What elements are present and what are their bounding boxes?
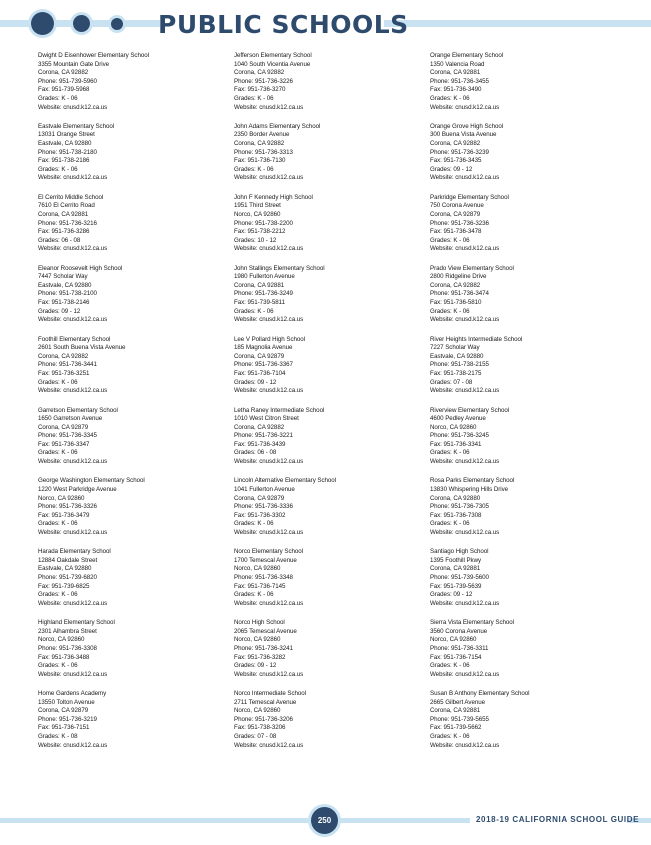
school-website: Website: cnusd.k12.ca.us	[38, 458, 108, 466]
school-phone: Phone: 951-736-3474	[430, 290, 489, 298]
school-fax: Fax: 951-739-5639	[430, 582, 482, 590]
school-phone: Phone: 951-738-2155	[430, 361, 489, 369]
school-phone: Phone: 951-739-5600	[430, 574, 489, 582]
school-website: Website: cnusd.k12.ca.us	[38, 103, 108, 111]
school-website: Website: cnusd.k12.ca.us	[234, 670, 304, 678]
guide-title: 2018-19 CALIFORNIA SCHOOL GUIDE	[476, 815, 640, 824]
school-fax: Fax: 951-738-2212	[234, 228, 286, 236]
school-address: 3560 Corona Avenue	[430, 627, 488, 635]
school-city: Norco, CA 92860	[234, 565, 281, 573]
school-phone: Phone: 951-738-2200	[234, 219, 293, 227]
school-address: 1951 Third Street	[234, 202, 281, 210]
school-city: Corona, CA 92881	[38, 210, 89, 218]
school-website: Website: cnusd.k12.ca.us	[234, 741, 304, 749]
school-grades: Grades: 09 - 12	[430, 591, 473, 599]
school-entry	[430, 477, 620, 537]
school-entry	[38, 477, 228, 537]
school-entry	[234, 548, 424, 608]
school-address: 1040 South Vicentia Avenue	[234, 60, 311, 68]
school-phone: Phone: 951-736-3245	[430, 432, 489, 440]
school-address: 2665 Gilbert Avenue	[430, 698, 486, 706]
school-website: Website: cnusd.k12.ca.us	[430, 599, 500, 607]
school-fax: Fax: 951-736-5810	[430, 299, 482, 307]
school-city: Corona, CA 92879	[234, 352, 285, 360]
school-name: John Adams Elementary School	[234, 122, 321, 130]
school-city: Corona, CA 92882	[430, 281, 481, 289]
school-fax: Fax: 951-736-3490	[430, 86, 482, 94]
school-fax: Fax: 951-736-7151	[38, 724, 90, 732]
school-address: 2301 Alhambra Street	[38, 627, 97, 635]
school-fax: Fax: 951-736-3479	[38, 511, 90, 519]
school-grades: Grades: 09 - 12	[234, 662, 277, 670]
school-name: Jefferson Elementary School	[234, 52, 312, 59]
school-fax: Fax: 951-736-7130	[234, 157, 286, 165]
school-address: 7227 Scholar Way	[430, 344, 480, 352]
school-phone: Phone: 951-736-3345	[38, 432, 97, 440]
school-grades: Grades: K - 06	[38, 94, 78, 102]
school-address: 3355 Mountain Gate Drive	[38, 60, 110, 68]
school-name: Eleanor Roosevelt High School	[38, 264, 123, 272]
school-website: Website: cnusd.k12.ca.us	[38, 387, 108, 395]
school-name: Rosa Parks Elementary School	[430, 477, 515, 485]
school-phone: Phone: 951-736-3348	[234, 574, 293, 582]
school-address: 12884 Oakdale Street	[38, 556, 98, 564]
school-entry	[38, 123, 228, 183]
footer-rule-middle	[340, 818, 470, 823]
school-address: 750 Corona Avenue	[430, 202, 484, 210]
school-address: 2711 Temescal Avenue	[234, 698, 297, 706]
page-title: PUBLIC SCHOOLS	[158, 10, 409, 39]
school-phone: Phone: 951-736-3226	[234, 77, 293, 85]
school-website: Website: cnusd.k12.ca.us	[234, 528, 304, 536]
school-city: Corona, CA 92882	[234, 423, 285, 431]
school-entry	[234, 477, 424, 537]
school-website: Website: cnusd.k12.ca.us	[234, 316, 304, 324]
school-entry	[38, 407, 228, 467]
school-name: Riverview Elementary School	[430, 406, 510, 414]
school-entry	[430, 123, 620, 183]
school-website: Website: cnusd.k12.ca.us	[38, 670, 108, 678]
school-entry	[38, 619, 228, 679]
school-entry	[38, 690, 228, 750]
school-entry	[234, 52, 424, 112]
school-address: 185 Magnolia Avenue	[234, 344, 293, 352]
school-phone: Phone: 951-736-3326	[38, 503, 97, 511]
school-grades: Grades: 06 - 08	[234, 449, 277, 457]
school-name: Garretson Elementary School	[38, 406, 118, 414]
school-address: 2065 Temescal Avenue	[234, 627, 297, 635]
school-address: 13031 Orange Street	[38, 131, 95, 139]
school-phone: Phone: 951-736-3313	[234, 148, 293, 156]
school-website: Website: cnusd.k12.ca.us	[234, 174, 304, 182]
school-entry	[430, 619, 620, 679]
school-address: 1220 West Parkridge Avenue	[38, 485, 117, 493]
school-entry	[234, 194, 424, 254]
school-phone: Phone: 951-739-6820	[38, 574, 97, 582]
school-city: Norco, CA 92860	[234, 210, 281, 218]
school-grades: Grades: K - 06	[430, 307, 470, 315]
school-city: Corona, CA 92881	[234, 281, 285, 289]
school-website: Website: cnusd.k12.ca.us	[234, 458, 304, 466]
school-name: George Washington Elementary School	[38, 477, 145, 485]
school-phone: Phone: 951-736-3308	[38, 644, 97, 652]
school-city: Norco, CA 92860	[38, 494, 85, 502]
school-grades: Grades: K - 06	[38, 591, 78, 599]
school-grades: Grades: K - 06	[38, 662, 78, 670]
school-grades: Grades: K - 06	[430, 449, 470, 457]
school-city: Corona, CA 92882	[38, 69, 89, 77]
school-fax: Fax: 951-736-7145	[234, 582, 286, 590]
school-fax: Fax: 951-738-3206	[234, 724, 286, 732]
school-address: 1650 Garretson Avenue	[38, 415, 103, 423]
school-grades: Grades: K - 06	[38, 165, 78, 173]
school-address: 13550 Tolton Avenue	[38, 698, 95, 706]
school-name: Parkridge Elementary School	[430, 193, 509, 201]
school-phone: Phone: 951-736-3221	[234, 432, 293, 440]
school-phone: Phone: 951-736-3455	[430, 77, 489, 85]
school-fax: Fax: 951-736-3439	[234, 440, 286, 448]
school-phone: Phone: 951-736-3206	[234, 715, 293, 723]
school-entry	[234, 336, 424, 396]
school-city: Corona, CA 92879	[38, 707, 89, 715]
school-grades: Grades: K - 06	[430, 94, 470, 102]
school-fax: Fax: 951-739-5968	[38, 86, 90, 94]
school-city: Corona, CA 92879	[38, 423, 89, 431]
school-city: Corona, CA 92882	[430, 140, 481, 148]
school-city: Corona, CA 92879	[234, 494, 285, 502]
school-grades: Grades: 09 - 12	[234, 378, 277, 386]
school-entry	[430, 52, 620, 112]
school-phone: Phone: 951-736-3219	[38, 715, 97, 723]
school-phone: Phone: 951-736-3367	[234, 361, 293, 369]
school-city: Corona, CA 92880	[430, 494, 481, 502]
school-address: 7447 Scholar Way	[38, 273, 88, 281]
school-name: Orange Grove High School	[430, 122, 504, 130]
school-name: Lincoln Alternative Elementary School	[234, 477, 337, 485]
school-website: Website: cnusd.k12.ca.us	[430, 670, 500, 678]
school-entry	[234, 123, 424, 183]
school-website: Website: cnusd.k12.ca.us	[430, 174, 500, 182]
school-grades: Grades: K - 06	[38, 520, 78, 528]
school-grades: Grades: K - 06	[430, 236, 470, 244]
school-entry	[430, 690, 620, 750]
school-city: Eastvale, CA 92880	[38, 565, 92, 573]
school-address: 1041 Fullerton Avenue	[234, 485, 295, 493]
school-address: 1395 Foothill Pkwy	[430, 556, 482, 564]
school-city: Corona, CA 92881	[430, 565, 481, 573]
school-name: John F Kennedy High School	[234, 193, 313, 201]
school-entry	[430, 548, 620, 608]
school-website: Website: cnusd.k12.ca.us	[38, 599, 108, 607]
school-entry	[430, 407, 620, 467]
school-city: Corona, CA 92882	[234, 69, 285, 77]
school-fax: Fax: 951-736-3286	[38, 228, 90, 236]
school-entry	[430, 265, 620, 325]
school-address: 300 Buena Vista Avenue	[430, 131, 497, 139]
school-grades: Grades: K - 06	[234, 165, 274, 173]
school-entry	[234, 265, 424, 325]
school-name: John Stallings Elementary School	[234, 264, 325, 272]
school-grades: Grades: K - 06	[234, 307, 274, 315]
school-address: 13830 Whispering Hills Drive	[430, 485, 509, 493]
school-city: Eastvale, CA 92880	[38, 281, 92, 289]
school-name: Highland Elementary School	[38, 619, 115, 627]
school-entry	[38, 265, 228, 325]
school-address: 4600 Pedley Avenue	[430, 415, 486, 423]
school-website: Website: cnusd.k12.ca.us	[430, 528, 500, 536]
school-website: Website: cnusd.k12.ca.us	[430, 458, 500, 466]
footer-rule-left	[0, 818, 308, 823]
school-grades: Grades: 10 - 12	[234, 236, 277, 244]
school-phone: Phone: 951-736-7305	[430, 503, 489, 511]
school-address: 1350 Valencia Road	[430, 60, 485, 68]
school-grades: Grades: K - 08	[38, 733, 78, 741]
school-fax: Fax: 951-736-7104	[234, 369, 286, 377]
school-entry	[38, 194, 228, 254]
school-website: Website: cnusd.k12.ca.us	[430, 103, 500, 111]
school-grades: Grades: K - 06	[234, 591, 274, 599]
school-grades: Grades: 07 - 08	[234, 733, 277, 741]
school-fax: Fax: 951-736-3341	[430, 440, 482, 448]
school-name: River Heights Intermediate School	[430, 335, 523, 343]
school-phone: Phone: 951-736-3336	[234, 503, 293, 511]
school-website: Website: cnusd.k12.ca.us	[38, 741, 108, 749]
school-city: Norco, CA 92860	[38, 636, 85, 644]
school-grades: Grades: K - 06	[234, 94, 274, 102]
school-phone: Phone: 951-736-3216	[38, 219, 97, 227]
school-grades: Grades: 09 - 12	[38, 307, 81, 315]
school-website: Website: cnusd.k12.ca.us	[430, 387, 500, 395]
school-phone: Phone: 951-736-3441	[38, 361, 97, 369]
school-entry	[38, 52, 228, 112]
school-name: Norco Intermediate School	[234, 690, 307, 698]
school-website: Website: cnusd.k12.ca.us	[430, 316, 500, 324]
school-fax: Fax: 951-738-2175	[430, 369, 482, 377]
school-phone: Phone: 951-736-3249	[234, 290, 293, 298]
school-name: Susan B Anthony Elementary School	[430, 690, 530, 698]
school-fax: Fax: 951-736-7154	[430, 653, 482, 661]
school-fax: Fax: 951-739-5811	[234, 299, 285, 307]
school-grades: Grades: K - 06	[38, 449, 78, 457]
school-grades: Grades: K - 06	[430, 520, 470, 528]
school-fax: Fax: 951-736-3282	[234, 653, 286, 661]
school-name: Lee V Pollard High School	[234, 335, 305, 343]
school-phone: Phone: 951-739-5655	[430, 715, 489, 723]
school-name: Sierra Vista Elementary School	[430, 619, 515, 627]
school-grades: Grades: K - 06	[430, 662, 470, 670]
school-website: Website: cnusd.k12.ca.us	[430, 245, 500, 253]
school-name: Letha Raney Intermediate School	[234, 406, 325, 414]
school-fax: Fax: 951-736-3270	[234, 86, 286, 94]
school-address: 1980 Fullerton Avenue	[234, 273, 295, 281]
school-phone: Phone: 951-736-3239	[430, 148, 489, 156]
school-name: El Cerrito Middle School	[38, 193, 104, 201]
school-name: Norco High School	[234, 619, 285, 627]
school-phone: Phone: 951-736-3241	[234, 644, 293, 652]
school-entry	[234, 690, 424, 750]
school-name: Santiago High School	[430, 548, 489, 556]
school-name: Prado View Elementary School	[430, 264, 514, 272]
school-website: Website: cnusd.k12.ca.us	[38, 245, 108, 253]
school-grades: Grades: K - 06	[430, 733, 470, 741]
school-grades: Grades: K - 06	[38, 378, 78, 386]
school-phone: Phone: 951-736-3311	[430, 644, 489, 652]
school-entry	[38, 548, 228, 608]
school-website: Website: cnusd.k12.ca.us	[38, 528, 108, 536]
school-fax: Fax: 951-736-3302	[234, 511, 286, 519]
school-website: Website: cnusd.k12.ca.us	[234, 245, 304, 253]
school-entry	[430, 194, 620, 254]
school-grades: Grades: 09 - 12	[430, 165, 473, 173]
school-website: Website: cnusd.k12.ca.us	[234, 599, 304, 607]
school-address: 2350 Border Avenue	[234, 131, 290, 139]
school-city: Norco, CA 92860	[430, 423, 477, 431]
school-phone: Phone: 951-738-2100	[38, 290, 97, 298]
school-website: Website: cnusd.k12.ca.us	[38, 316, 108, 324]
school-city: Corona, CA 92881	[430, 707, 481, 715]
school-website: Website: cnusd.k12.ca.us	[38, 174, 108, 182]
school-entry	[234, 619, 424, 679]
school-address: 2800 Ridgeline Drive	[430, 273, 487, 281]
school-city: Corona, CA 92879	[430, 210, 481, 218]
school-fax: Fax: 951-736-3435	[430, 157, 482, 165]
school-fax: Fax: 951-738-2186	[38, 157, 90, 165]
school-city: Norco, CA 92860	[234, 707, 281, 715]
page-number: 250	[311, 807, 338, 834]
school-name: Home Gardens Academy	[38, 690, 107, 698]
school-name: Eastvale Elementary School	[38, 122, 115, 130]
school-fax: Fax: 951-736-3488	[38, 653, 90, 661]
school-grades: Grades: 07 - 08	[430, 378, 473, 386]
school-fax: Fax: 951-736-7308	[430, 511, 482, 519]
school-phone: Phone: 951-738-2180	[38, 148, 97, 156]
school-name: Norco Elementary School	[234, 548, 304, 556]
school-city: Norco, CA 92860	[234, 636, 281, 644]
school-name: Orange Elementary School	[430, 52, 504, 59]
school-fax: Fax: 951-736-3347	[38, 440, 90, 448]
school-city: Norco, CA 92860	[430, 636, 477, 644]
school-grades: Grades: K - 06	[234, 520, 274, 528]
school-address: 1700 Temescal Avenue	[234, 556, 297, 564]
school-city: Eastvale, CA 92880	[430, 352, 484, 360]
school-fax: Fax: 951-739-5662	[430, 724, 482, 732]
school-name: Dwight D Eisenhower Elementary School	[38, 52, 149, 59]
school-entry	[430, 336, 620, 396]
school-address: 2601 South Buena Vista Avenue	[38, 344, 126, 352]
school-website: Website: cnusd.k12.ca.us	[234, 387, 304, 395]
school-website: Website: cnusd.k12.ca.us	[430, 741, 500, 749]
school-entry	[234, 407, 424, 467]
school-name: Foothill Elementary School	[38, 335, 111, 343]
school-website: Website: cnusd.k12.ca.us	[234, 103, 304, 111]
school-city: Corona, CA 92882	[234, 140, 285, 148]
school-phone: Phone: 951-736-3236	[430, 219, 489, 227]
school-address: 1010 West Citron Street	[234, 415, 299, 423]
school-fax: Fax: 951-738-2146	[38, 299, 90, 307]
school-fax: Fax: 951-736-3478	[430, 228, 482, 236]
school-address: 7610 El Cerrito Road	[38, 202, 95, 210]
school-entry	[38, 336, 228, 396]
school-city: Eastvale, CA 92880	[38, 140, 92, 148]
school-phone: Phone: 951-739-5960	[38, 77, 97, 85]
school-fax: Fax: 951-739-6825	[38, 582, 90, 590]
school-name: Harada Elementary School	[38, 548, 111, 556]
school-grades: Grades: 06 - 08	[38, 236, 81, 244]
school-city: Corona, CA 92881	[430, 69, 481, 77]
school-fax: Fax: 951-736-3251	[38, 369, 90, 377]
school-city: Corona, CA 92882	[38, 352, 89, 360]
